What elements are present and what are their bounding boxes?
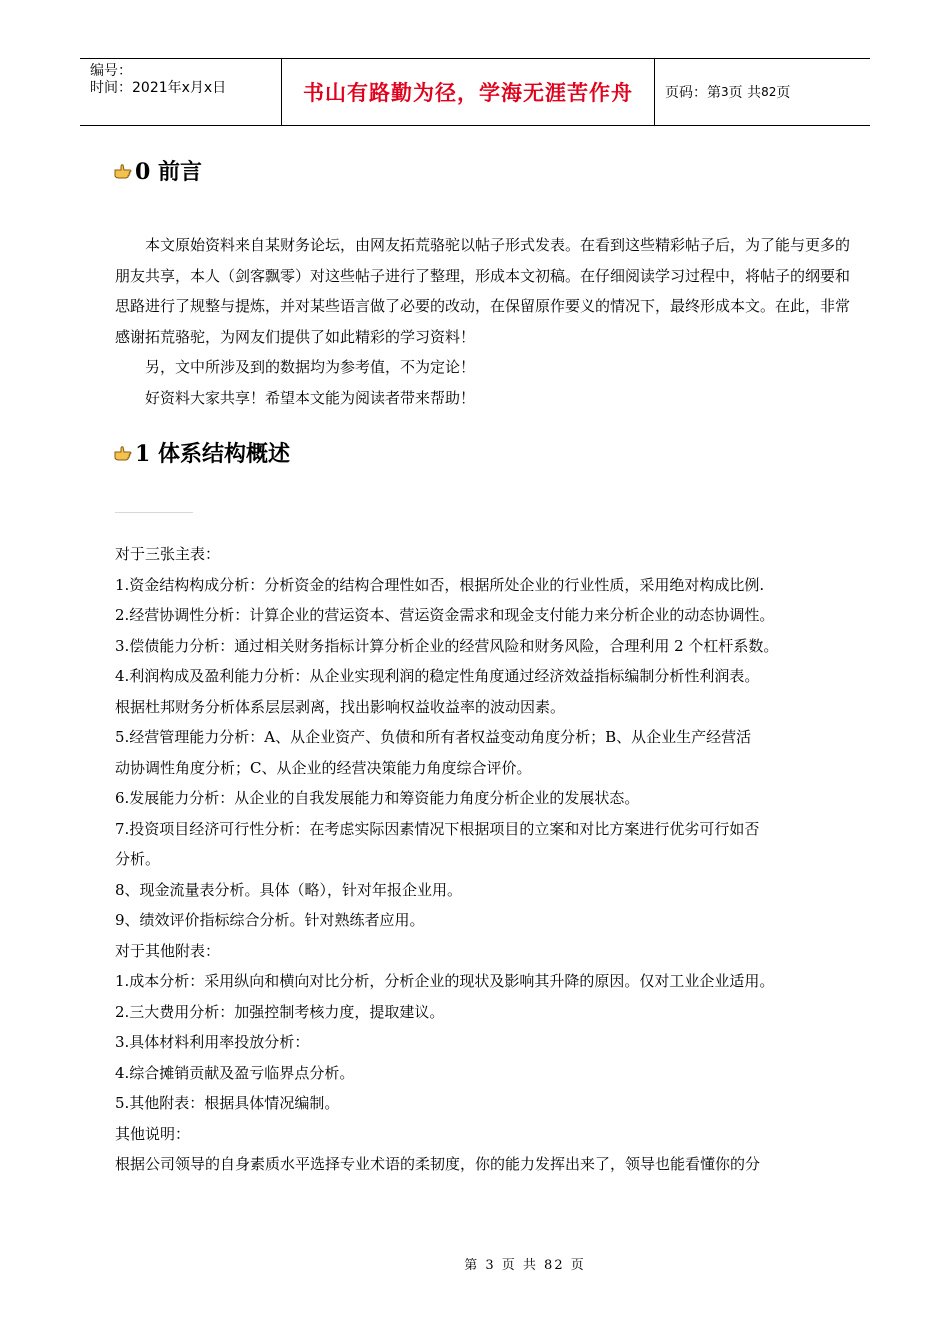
list-item: 8、现金流量表分析。具体（略），针对年报企业用。	[115, 880, 463, 899]
list-item: 1.成本分析：采用纵向和横向对比分析，分析企业的现状及影响其升降的原因。仅对工业企业适用。	[115, 972, 775, 990]
preface-paragraph: 另，文中所涉及到的数据均为参考值，不为定论！	[145, 358, 476, 376]
list-item: 根据杜邦财务分析体系层层剥离，找出影响权益收益率的波动因素。	[115, 697, 566, 716]
list-item: 3.具体材料利用率投放分析：	[115, 1033, 310, 1051]
header-motto: 书山有路勤为径，学海无涯苦作舟	[281, 59, 655, 125]
page-total: 82	[761, 85, 777, 99]
preface-paragraph: 好资料大家共享！希望本文能为阅读者带来帮助！	[145, 388, 476, 407]
page-header	[80, 58, 870, 126]
section-heading-architecture	[113, 437, 290, 468]
list-item: 3.偿债能力分析：通过相关财务指标计算分析企业的经营风险和财务风险，合理利用 2 个杠杆系数。	[115, 636, 779, 655]
list-item: 1.资金结构构成分析：分析资金的结构合理性如否，根据所处企业的行业性质，采用绝对构成比例.	[115, 575, 765, 594]
page-prefix: 页码：第	[665, 85, 721, 101]
list-item: 其他说明：	[115, 1124, 191, 1143]
pointing-hand-icon	[113, 443, 133, 463]
section-title: 1 体系结构概述	[135, 441, 290, 467]
pointing-hand-icon	[113, 161, 133, 181]
list-item: 9、绩效评价指标综合分析。针对熟练者应用。	[115, 911, 425, 929]
page-mid: 页 共	[728, 85, 762, 101]
list-item: 2.经营协调性分析：计算企业的营运资本、营运资金需求和现金支付能力来分析企业的动态协调性。	[115, 606, 775, 624]
list-item: 6.发展能力分析：从企业的自我发展能力和筹资能力角度分析企业的发展状态。	[115, 789, 640, 807]
page-suffix: 页	[776, 85, 791, 101]
list-item: 动协调性角度分析；C、从企业的经营决策能力角度综合评价。	[115, 758, 532, 777]
header-page-info	[655, 59, 870, 125]
list-item: 4.综合摊销贡献及盈亏临界点分析。	[115, 1063, 355, 1082]
preface-body	[115, 230, 850, 413]
list-item: 根据公司领导的自身素质水平选择专业术语的柔韧度，你的能力发挥出来了，领导也能看懂你的分	[115, 1155, 761, 1173]
list-item: 5.其他附表：根据具体情况编制。	[115, 1094, 340, 1112]
page-footer: 第 3 页 共 82 页	[464, 1258, 586, 1273]
separator-line	[115, 512, 193, 513]
list-item: 对于三张主表：	[115, 545, 221, 563]
list-item: 分析。	[115, 850, 161, 868]
preface-paragraph: 本文原始资料来自某财务论坛，由网友拓荒骆驼以帖子形式发表。在看到这些精彩帖子后，为了能与更多的朋友共享，本人（剑客飘零）对这些帖子进行了整理，形成本文初稿。在仔细阅读学习过程中，将帖子的纲要和思路进行了规整与提炼，并对某些语言做了必要的改动，在保留原作要义的情况下，最终形成本文。在此，非常感谢拓荒骆驼，为网友们提供了如此精彩的学习资料！	[115, 236, 851, 346]
document-number-label: 编号：	[90, 63, 132, 79]
list-item: 7.投资项目经济可行性分析：在考虑实际因素情况下根据项目的立案和对比方案进行优劣可行如否	[115, 819, 760, 838]
page-current: 3	[721, 85, 729, 99]
architecture-list	[115, 539, 855, 1180]
list-item: 对于其他附表：	[115, 941, 221, 960]
document-time: 时间：2021年x月x日	[90, 80, 227, 96]
section-heading-preface	[113, 155, 202, 186]
list-item: 5.经营管理能力分析：A、从企业资产、负债和所有者权益变动角度分析；B、从企业生产经营活	[115, 728, 752, 746]
header-meta	[80, 59, 281, 125]
list-item: 4.利润构成及盈利能力分析：从企业实现利润的稳定性角度通过经济效益指标编制分析性利润表。	[115, 667, 760, 685]
section-title: 0 前言	[135, 159, 202, 185]
list-item: 2.三大费用分析：加强控制考核力度，提取建议。	[115, 1002, 445, 1021]
